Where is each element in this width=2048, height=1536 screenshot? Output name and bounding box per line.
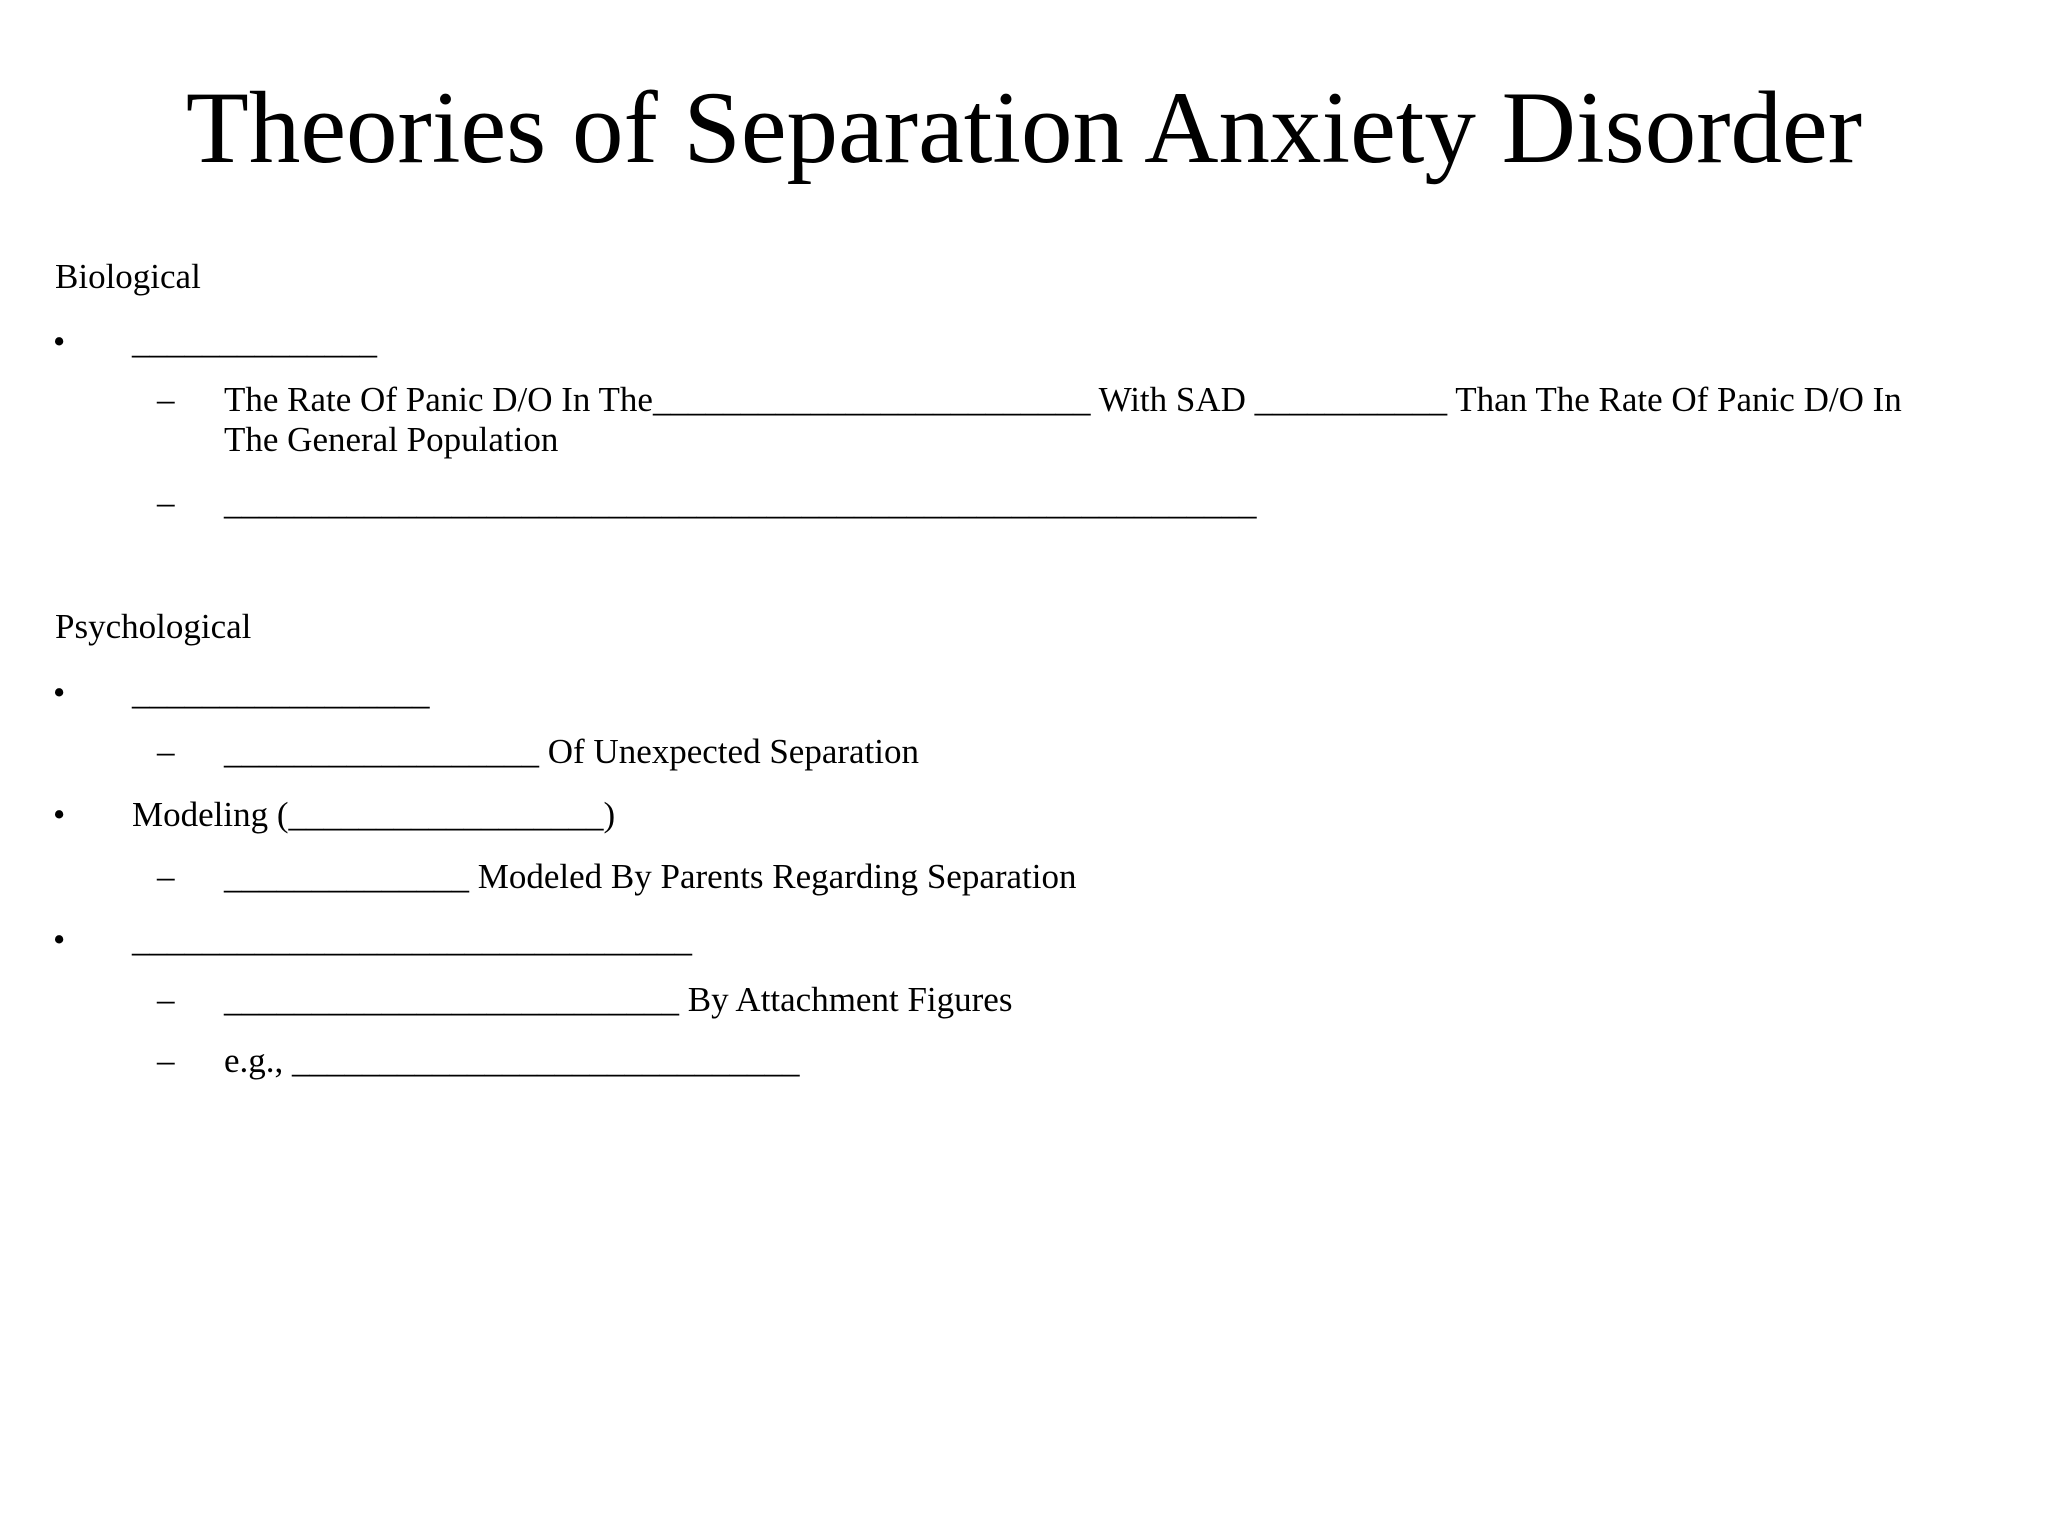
dash-marker: – bbox=[157, 1041, 175, 1080]
dash-marker: – bbox=[157, 380, 175, 419]
dash-marker: – bbox=[157, 857, 175, 896]
bullet-marker: • bbox=[53, 322, 66, 361]
psychological-sub-3: __________________________ By Attachment Figures bbox=[224, 980, 1013, 1019]
psychological-heading: Psychological bbox=[55, 607, 252, 646]
dash-marker: – bbox=[157, 980, 175, 1019]
biological-bullet-1: ______________ bbox=[132, 322, 377, 361]
slide-title: Theories of Separation Anxiety Disorder bbox=[185, 71, 1863, 185]
bullet-marker: • bbox=[53, 673, 66, 712]
bullet-marker: • bbox=[53, 920, 66, 959]
psychological-bullet-2: Modeling (__________________) bbox=[132, 795, 616, 834]
biological-heading: Biological bbox=[55, 257, 201, 296]
psychological-sub-4: e.g., _____________________________ bbox=[224, 1041, 800, 1080]
biological-sub-2: ___________________________________________________________ bbox=[224, 483, 1257, 522]
dash-marker: – bbox=[157, 732, 175, 771]
biological-sub-1-line-1: The Rate Of Panic D/O In The_________________________ With SAD ___________ Than The Rate Of Panic D/O In bbox=[224, 380, 1902, 419]
psychological-sub-2: ______________ Modeled By Parents Regarding Separation bbox=[224, 857, 1077, 896]
psychological-bullet-1: _________________ bbox=[132, 673, 430, 712]
psychological-bullet-3: ________________________________ bbox=[132, 920, 692, 959]
psychological-sub-1: __________________ Of Unexpected Separation bbox=[224, 732, 919, 771]
dash-marker: – bbox=[157, 483, 175, 522]
bullet-marker: • bbox=[53, 795, 66, 834]
biological-sub-1-line-2: The General Population bbox=[224, 420, 559, 459]
